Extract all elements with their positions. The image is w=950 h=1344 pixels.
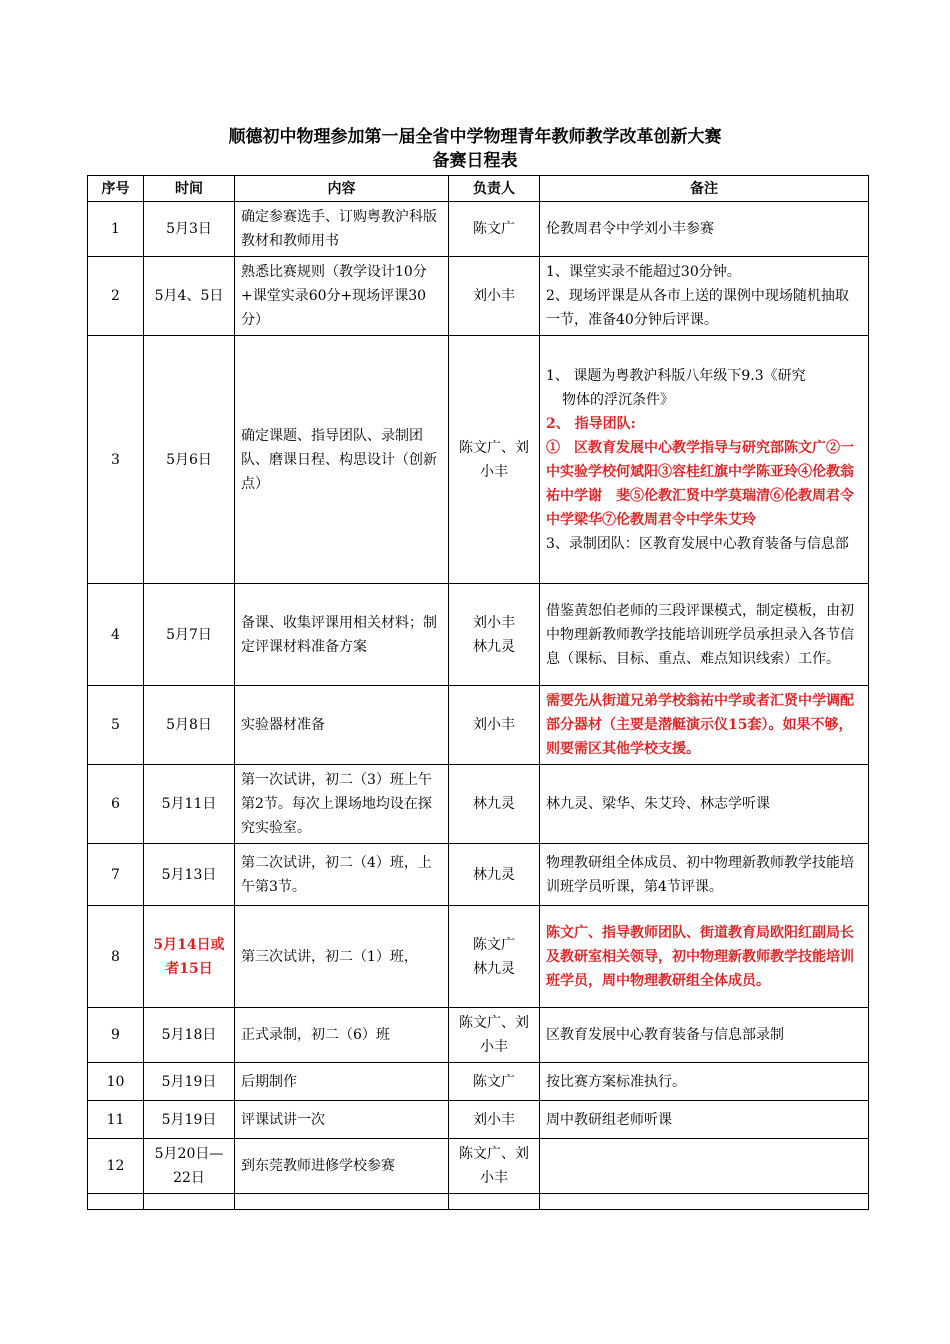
header-note: 备注 xyxy=(540,176,869,202)
cell-empty xyxy=(449,1194,540,1210)
table-row xyxy=(88,906,869,1008)
cell-note xyxy=(540,1139,869,1194)
header-time: 时间 xyxy=(144,176,235,202)
cell-owner xyxy=(449,584,540,686)
cell-owner: 刘小丰 xyxy=(449,686,540,765)
cell-no: 7 xyxy=(88,844,144,906)
table-row xyxy=(88,257,869,336)
cell-time: 5月13日 xyxy=(144,844,235,906)
cell-content: 确定参赛选手、订购粤教沪科版教材和教师用书 xyxy=(235,202,449,257)
table-row xyxy=(88,765,869,844)
cell-no: 4 xyxy=(88,584,144,686)
cell-note-highlight: 需要先从街道兄弟学校翁祐中学或者汇贤中学调配部分器材（主要是潜艇演示仪15套）。如果不够，则要需区其他学校支援。 xyxy=(540,686,869,765)
table-row xyxy=(88,1063,869,1101)
cell-owner: 刘小丰 xyxy=(449,1101,540,1139)
cell-time: 5月11日 xyxy=(144,765,235,844)
cell-owner: 陈文广、刘小丰 xyxy=(449,1139,540,1194)
cell-note: 按比赛方案标准执行。 xyxy=(540,1063,869,1101)
cell-note: 物理教研组全体成员、初中物理新教师教学技能培训班学员听课，第4节评课。 xyxy=(540,844,869,906)
cell-no: 8 xyxy=(88,906,144,1008)
cell-no: 2 xyxy=(88,257,144,336)
cell-time: 5月19日 xyxy=(144,1063,235,1101)
table-row xyxy=(88,844,869,906)
cell-time: 5月19日 xyxy=(144,1101,235,1139)
cell-owner: 林九灵 xyxy=(449,844,540,906)
cell-content: 正式录制，初二（6）班 xyxy=(235,1008,449,1063)
cell-note: 区教育发展中心教育装备与信息部录制 xyxy=(540,1008,869,1063)
cell-owner: 刘小丰 xyxy=(449,257,540,336)
cell-time: 5月8日 xyxy=(144,686,235,765)
header-no: 序号 xyxy=(88,176,144,202)
cell-empty xyxy=(144,1194,235,1210)
doc-title: 顺德初中物理参加第一届全省中学物理青年教师教学改革创新大赛 xyxy=(228,127,722,147)
cell-note: 伦教周君令中学刘小丰参赛 xyxy=(540,202,869,257)
cell-no: 11 xyxy=(88,1101,144,1139)
cell-note-highlight: 陈文广、指导教师团队、街道教育局欧阳红副局长及教研室相关领导，初中物理新教师教学技能培训班学员，周中物理教研组全体成员。 xyxy=(540,906,869,1008)
header-content: 内容 xyxy=(235,176,449,202)
table-row xyxy=(88,202,869,257)
cell-content: 实验器材准备 xyxy=(235,686,449,765)
table-row xyxy=(88,584,869,686)
cell-content: 评课试讲一次 xyxy=(235,1101,449,1139)
table-header-row xyxy=(88,176,869,202)
cell-time-highlight: 5月14日或者15日 xyxy=(144,906,235,1008)
cell-note: 借鉴黄恕伯老师的三段评课模式，制定模板，由初中物理新教师教学技能培训班学员承担录入各节信息（课标、目标、重点、难点知识线索）工作。 xyxy=(540,584,869,686)
cell-content: 第一次试讲，初二（3）班上午第2节。每次上课场地均设在探究实验室。 xyxy=(235,765,449,844)
schedule-table xyxy=(87,175,869,1210)
cell-owner xyxy=(449,906,540,1008)
cell-empty xyxy=(235,1194,449,1210)
cell-time: 5月4、5日 xyxy=(144,257,235,336)
table-row xyxy=(88,1101,869,1139)
doc-subtitle: 备赛日程表 xyxy=(432,151,518,171)
cell-owner: 陈文广 xyxy=(449,202,540,257)
cell-no: 10 xyxy=(88,1063,144,1101)
cell-content: 第三次试讲，初二（1）班， xyxy=(235,906,449,1008)
table-row xyxy=(88,686,869,765)
note-line: 3、录制团队：区教育发展中心教育装备与信息部 xyxy=(546,535,849,552)
cell-content: 第二次试讲，初二（4）班，上午第3节。 xyxy=(235,844,449,906)
cell-note: 林九灵、梁华、朱艾玲、林志学听课 xyxy=(540,765,869,844)
cell-empty xyxy=(88,1194,144,1210)
cell-time: 5月7日 xyxy=(144,584,235,686)
cell-no: 6 xyxy=(88,765,144,844)
note-line-highlight: ① 区教育发展中心教学指导与研究部陈文广②一中实验学校何斌阳③容桂红旗中学陈亚玲④伦教翁祐中学谢 斐⑤伦教汇贤中学莫瑞清⑥伦教周君令中学梁华⑦伦教周君令中学朱艾玲 xyxy=(546,439,854,528)
table-row xyxy=(88,1008,869,1063)
cell-content: 备课、收集评课用相关材料；制定评课材料准备方案 xyxy=(235,584,449,686)
cell-time: 5月3日 xyxy=(144,202,235,257)
note-line: 1、课堂实录不能超过30分钟。 xyxy=(546,264,741,280)
cell-time: 5月18日 xyxy=(144,1008,235,1063)
cell-no: 9 xyxy=(88,1008,144,1063)
cell-no: 12 xyxy=(88,1139,144,1194)
cell-no: 3 xyxy=(88,336,144,584)
cell-no: 5 xyxy=(88,686,144,765)
cell-note: 周中教研组老师听课 xyxy=(540,1101,869,1139)
cell-content: 到东莞教师进修学校参赛 xyxy=(235,1139,449,1194)
cell-time: 5月20日—22日 xyxy=(144,1139,235,1194)
cell-time: 5月6日 xyxy=(144,336,235,584)
cell-note xyxy=(540,257,869,336)
owner-line: 林九灵 xyxy=(473,638,515,655)
note-line: 1、 课题为粤教沪科版八年级下9.3《研究 xyxy=(546,367,806,384)
cell-content: 确定课题、指导团队、录制团队、磨课日程、构思设计（创新点） xyxy=(235,336,449,584)
cell-owner: 陈文广、刘小丰 xyxy=(449,336,540,584)
owner-line: 陈文广 xyxy=(473,936,515,953)
table-row xyxy=(88,336,869,584)
note-line: 物体的浮沉条件》 xyxy=(562,391,674,408)
owner-line: 刘小丰 xyxy=(473,614,515,631)
header-owner: 负责人 xyxy=(449,176,540,202)
cell-owner: 陈文广、刘小丰 xyxy=(449,1008,540,1063)
owner-line: 林九灵 xyxy=(473,960,515,977)
cell-content: 熟悉比赛规则（教学设计10分+课堂实录60分+现场评课30分） xyxy=(235,257,449,336)
cell-empty xyxy=(540,1194,869,1210)
cell-content: 后期制作 xyxy=(235,1063,449,1101)
cell-owner: 林九灵 xyxy=(449,765,540,844)
empty-row xyxy=(88,1194,869,1210)
note-line: 2、现场评课是从各市上送的课例中现场随机抽取一节，准备40分钟后评课。 xyxy=(546,288,849,328)
cell-no: 1 xyxy=(88,202,144,257)
cell-note xyxy=(540,336,869,584)
table-row xyxy=(88,1139,869,1194)
cell-owner: 陈文广 xyxy=(449,1063,540,1101)
note-line-highlight: 2、 指导团队: xyxy=(546,415,636,432)
